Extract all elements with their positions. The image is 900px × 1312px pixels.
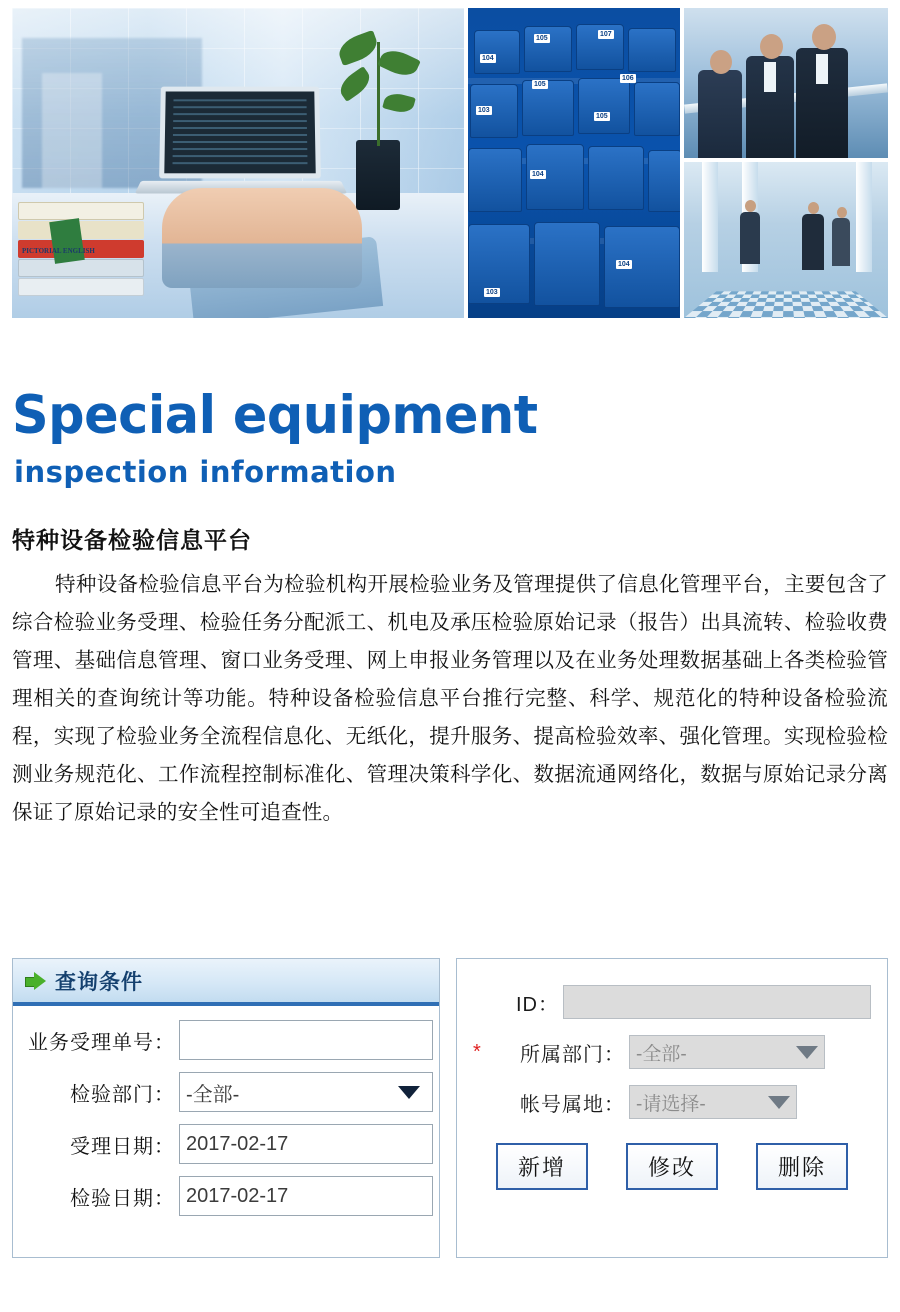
form-row-id bbox=[473, 981, 871, 1023]
accept-date-label: 受理日期： bbox=[70, 1135, 175, 1158]
seat-number: 105 bbox=[534, 81, 546, 88]
query-conditions-panel bbox=[12, 958, 440, 1258]
plant-pot bbox=[356, 140, 400, 210]
book-spine-text: PICTORIAL ENGLISH bbox=[22, 247, 95, 255]
inspect-date-input[interactable]: 2017-02-17 bbox=[179, 1176, 433, 1216]
query-panel-title: 查询条件 bbox=[55, 970, 143, 994]
form-row-department bbox=[473, 1031, 871, 1073]
edit-button[interactable]: 修改 bbox=[626, 1143, 718, 1190]
seat-number: 103 bbox=[486, 289, 498, 296]
form-row-inspect-dept bbox=[19, 1069, 433, 1115]
order-no-label: 业务受理单号： bbox=[28, 1031, 175, 1054]
seat-number: 107 bbox=[600, 31, 612, 38]
walking-person-head bbox=[837, 207, 847, 218]
person-hands bbox=[162, 188, 362, 288]
form-row-accept-date bbox=[19, 1121, 433, 1167]
query-form-rows bbox=[13, 1003, 439, 1219]
form-row-area bbox=[473, 1081, 871, 1123]
corridor-photo bbox=[684, 162, 888, 318]
office-laptop-photo bbox=[12, 8, 464, 318]
seat-number: 106 bbox=[622, 75, 634, 82]
green-arrow-icon bbox=[25, 971, 47, 991]
add-button[interactable]: 新增 bbox=[496, 1143, 588, 1190]
department-label: 所属部门： bbox=[520, 1043, 625, 1066]
order-no-input[interactable] bbox=[179, 1020, 433, 1060]
businessmen-photo bbox=[684, 8, 888, 158]
inspect-dept-select[interactable] bbox=[179, 1072, 433, 1112]
businessman-figure bbox=[698, 70, 742, 158]
page-title: 特种设备检验信息平台 bbox=[12, 527, 252, 553]
english-title: Special equipment bbox=[12, 385, 538, 446]
stadium-seats-photo bbox=[468, 8, 680, 318]
seat-number: 105 bbox=[536, 35, 548, 42]
seat-number: 104 bbox=[532, 171, 544, 178]
form-row-inspect-date bbox=[19, 1173, 433, 1219]
query-panel-header bbox=[13, 959, 439, 1003]
inspect-dept-label: 检验部门： bbox=[70, 1083, 175, 1106]
right-photo-column bbox=[684, 8, 888, 318]
area-select[interactable] bbox=[629, 1085, 797, 1119]
action-button-row bbox=[473, 1143, 871, 1190]
body-paragraph: 特种设备检验信息平台为检验机构开展检验业务及管理提供了信息化管理平台，主要包含了综合检验业务受理、检验任务分配派工、机电及承压检验原始记录（报告）出具流转、检验收费管理、基础信息管理、窗口业务受理、网上申报业务管理以及在业务处理数据基础上各类检验管理相关的查询统计等功能。特种设备检验信息平台推行完整、科学、规范化的特种设备检验流程，实现了检验业务全流程信息化、无纸化，提升服务、提高检验效率、强化管理。实现检验检测业务规范化、工作流程控制标准化、管理决策科学化、数据流通网络化，数据与原始记录分离保证了原始记录的安全性可追查性。 bbox=[12, 573, 888, 824]
walking-person bbox=[802, 214, 824, 270]
form-screenshots bbox=[12, 958, 888, 1258]
chevron-down-icon bbox=[398, 1086, 420, 1099]
floor-tiles bbox=[684, 291, 888, 318]
seat-number: 104 bbox=[482, 55, 494, 62]
photo-banner bbox=[12, 8, 888, 318]
seat-number: 105 bbox=[596, 113, 608, 120]
department-select[interactable] bbox=[629, 1035, 825, 1069]
english-subtitle: inspection information bbox=[14, 455, 397, 489]
businessman-head bbox=[760, 34, 783, 59]
form-row-order-no bbox=[19, 1017, 433, 1063]
seat-number: 103 bbox=[478, 107, 490, 114]
seat-number: 104 bbox=[618, 261, 630, 268]
walking-person-head bbox=[745, 200, 756, 212]
walking-person bbox=[740, 212, 760, 264]
required-asterisk: * bbox=[473, 1041, 481, 1063]
chevron-down-icon bbox=[768, 1096, 790, 1109]
department-value: -全部- bbox=[636, 1043, 687, 1065]
area-label: 帐号属地： bbox=[520, 1093, 625, 1116]
walking-person-head bbox=[808, 202, 819, 214]
id-input[interactable] bbox=[563, 985, 871, 1019]
businessman-head bbox=[812, 24, 836, 50]
walking-person bbox=[832, 218, 850, 266]
accept-date-input[interactable]: 2017-02-17 bbox=[179, 1124, 433, 1164]
chevron-down-icon bbox=[796, 1046, 818, 1059]
book-stack bbox=[18, 190, 144, 296]
businessman-head bbox=[710, 50, 732, 74]
area-value: -请选择- bbox=[636, 1093, 706, 1115]
laptop-screen-icon bbox=[159, 87, 321, 179]
delete-button[interactable]: 删除 bbox=[756, 1143, 848, 1190]
id-label: ID： bbox=[516, 993, 559, 1016]
inspect-date-label: 检验日期： bbox=[70, 1187, 175, 1210]
inspect-dept-value: -全部- bbox=[186, 1083, 240, 1106]
account-form-panel bbox=[456, 958, 888, 1258]
